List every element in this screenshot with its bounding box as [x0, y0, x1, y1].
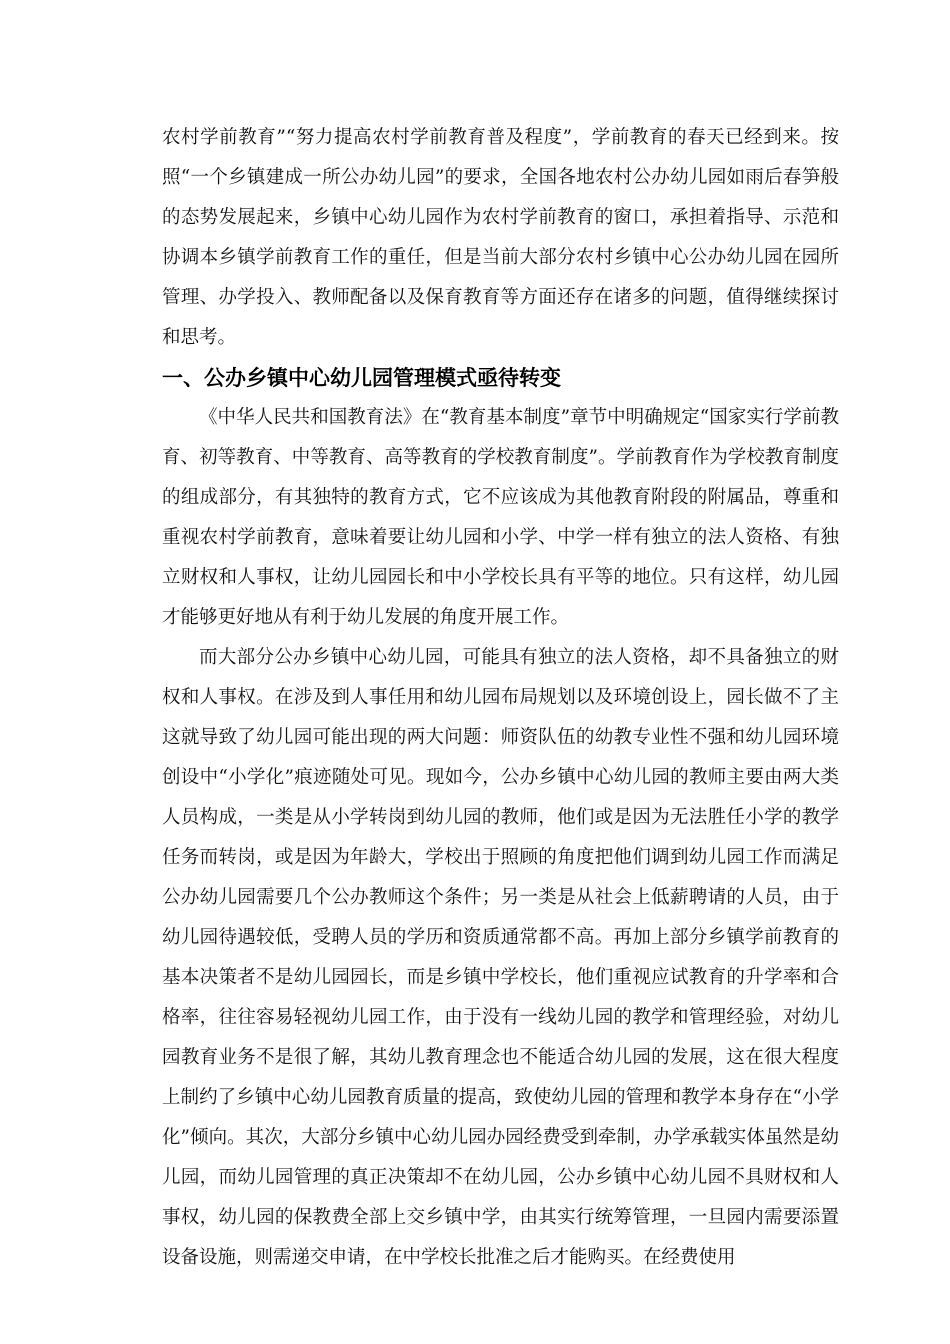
paragraph-intro-continued: 农村学前教育”“努力提高农村学前教育普及程度”，学前教育的春天已经到来。按照“一个乡镇建成一所公办幼儿园”的要求，全国各地农村公办幼儿园如雨后春笋般的态势发展起来，乡镇中心幼儿园作为农村学前教育的窗口，承担着指导、示范和协调本乡镇学前教育工作的重任，但是当前大部分农村乡镇中心公办幼儿园在园所管理、办学投入、教师配备以及保育教育等方面还存在诸多的问题，值得继续探讨和思考。	[162, 127, 839, 348]
section-heading: 一、公办乡镇中心幼儿园管理模式亟待转变	[162, 366, 561, 390]
paragraph-education-law: 《中华人民共和国教育法》在“教育基本制度”章节中明确规定“国家实行学前教育、初等教育、中等教育、高等教育的学校教育制度”。学前教育作为学校教育制度的组成部分，有其独特的教育方式，它不应该成为其他教育附段的附属品，尊重和重视农村学前教育，意味着要让幼儿园和小学、中学一样有独立的法人资格、有独立财权和人事权，让幼儿园园长和中小学校长具有平等的地位。只有这样，幼儿园才能够更好地从有利于幼儿发展的角度开展工作。	[162, 407, 839, 628]
document-body	[162, 118, 839, 1278]
paragraph-management-problems: 而大部分公办乡镇中心幼儿园，可能具有独立的法人资格，却不具备独立的财权和人事权。在涉及到人事任用和幼儿园布局规划以及环境创设上，园长做不了主这就导致了幼儿园可能出现的两大问题：师资队伍的幼教专业性不强和幼儿园环境创设中“小学化”痕迹随处可见。现如今，公办乡镇中心幼儿园的教师主要由两大类人员构成，一类是从小学转岗到幼儿园的教师，他们或是因为无法胜任小学的教学任务而转岗，或是因为年龄大，学校出于照顾的角度把他们调到幼儿园工作而满足公办幼儿园需要几个公办教师这个条件；另一类是从社会上低薪聘请的人员，由于幼儿园待遇较低，受聘人员的学历和资质通常都不高。再加上部分乡镇学前教育的基本决策者不是幼儿园园长，而是乡镇中学校长，他们重视应试教育的升学率和合格率，往往容易轻视幼儿园工作，由于没有一线幼儿园的教学和管理经验，对幼儿园教育业务不是很了解，其幼儿教育理念也不能适合幼儿园的发展，这在很大程度上制约了乡镇中心幼儿园教育质量的提高，致使幼儿园的管理和教学本身存在“小学化”倾向。其次，大部分乡镇中心幼儿园办园经费受到牵制，办学承载实体虽然是幼儿园，而幼儿园管理的真正决策却不在幼儿园，公办乡镇中心幼儿园不具财权和人事权，幼儿园的保教费全部上交乡镇中学，由其实行统筹管理，一旦园内需要添置设备设施，则需递交申请，在中学校长批准之后才能购买。在经费使用	[162, 647, 839, 1268]
